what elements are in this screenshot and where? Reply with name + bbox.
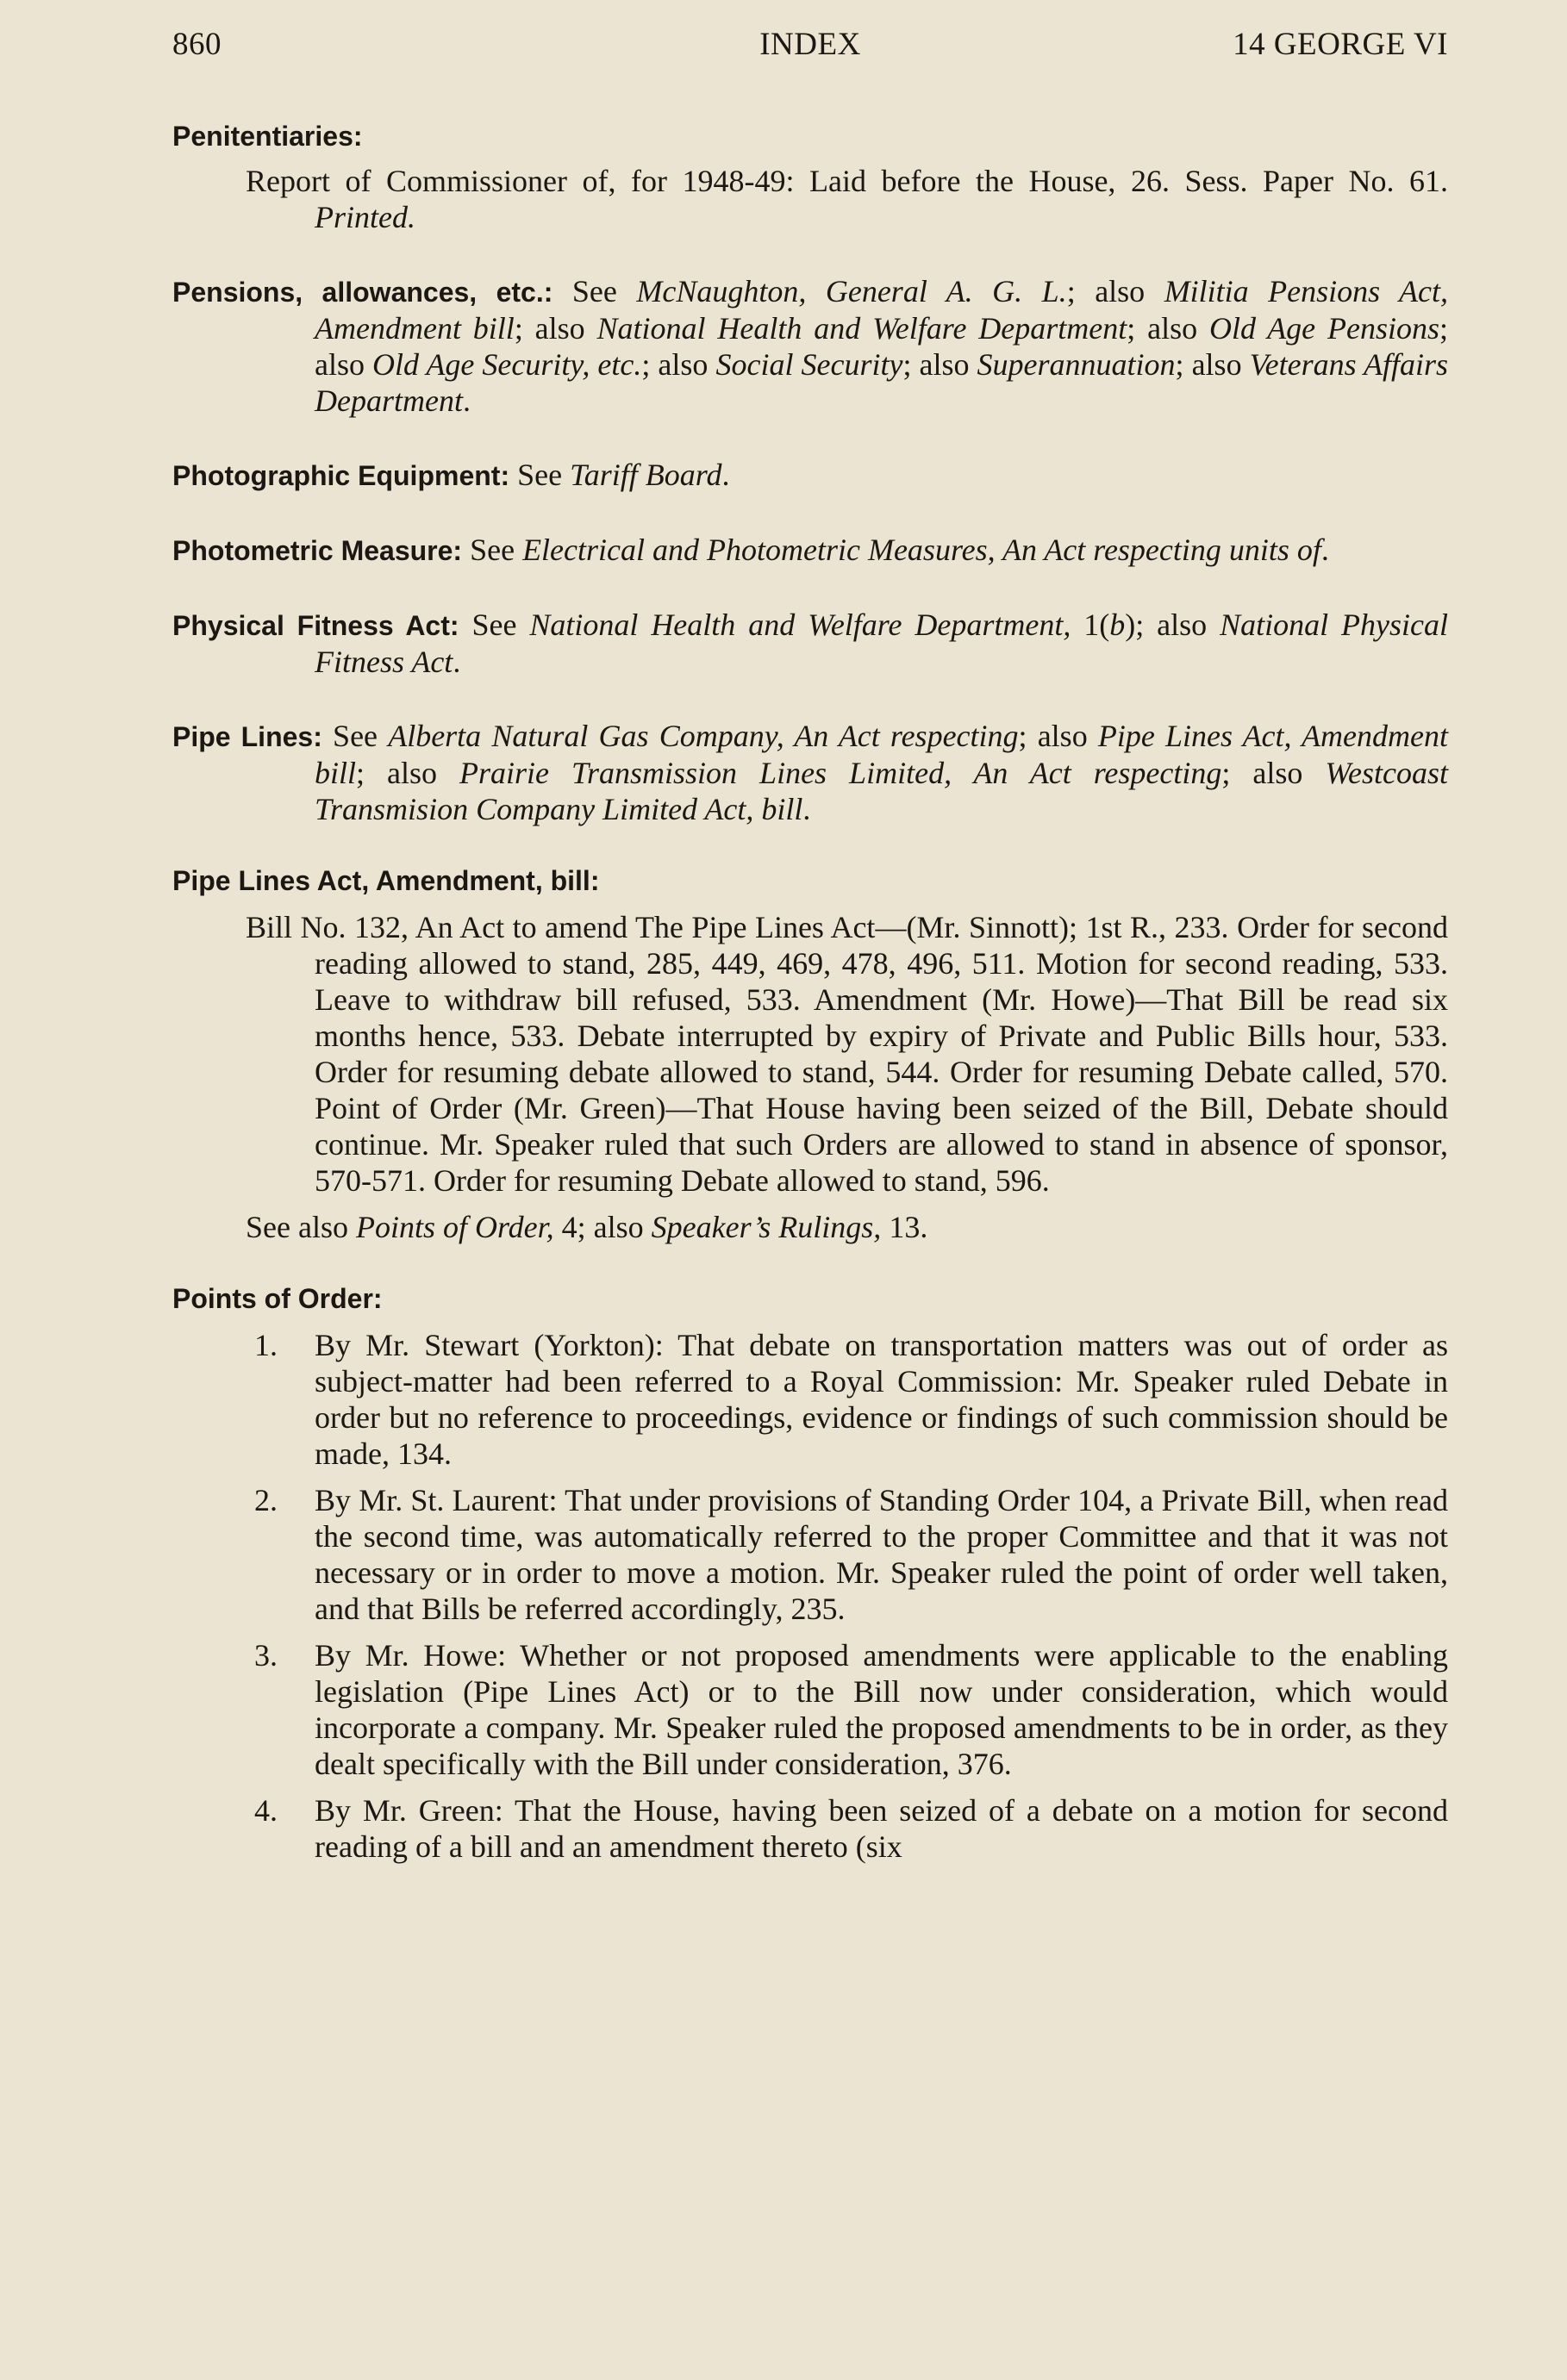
- entry-heading: Penitentiaries:: [172, 121, 363, 152]
- entry-text: Bill No. 132, An Act to amend The Pipe Lines Act—(Mr. Sinnott); 1st R., 233. Order for second reading allowed to stand, 285, 449, 469, 478, 496, 511. Motion for second reading, 533. Leave to withdraw bill refused, 533. Amendment (Mr. Howe)—That Bill be read six months hence, 533. Debate interrupted by expiry of Private and Public Bills hour, 533. Order for resuming debate allowed to stand, 544. Order for resuming Debate called, 570. Point of Order (Mr. Green)—That House having been seized of the Bill, Debate should continue. Mr. Speaker ruled that such Orders are allowed to stand in absence of sponsor, 570-571. Order for resuming Debate allowed to stand, 596.: [246, 910, 1448, 1198]
- list-item: 3. By Mr. Howe: Whether or not proposed amendments were applicable to the enabling legislation (Pipe Lines Act) or to the Bill now under consideration, which would incorporate a company. Mr. Speaker ruled the proposed amendments to be in order, as they dealt specifically with the Bill under consideration, 376.: [254, 1638, 1448, 1781]
- running-head: 14 GEORGE VI: [1233, 27, 1448, 62]
- entry-physical-fitness-act: Physical Fitness Act: See National Health and Welfare Department, 1(b); also National Physical Fitness Act.: [172, 607, 1448, 679]
- entry-heading: Points of Order:: [172, 1283, 383, 1314]
- entry-heading: Pipe Lines Act, Amendment, bill:: [172, 865, 600, 896]
- entry-pipe-lines: Pipe Lines: See Alberta Natural Gas Company, An Act respecting; also Pipe Lines Act, Amendment bill; also Prairie Transmission Lines Limited, An Act respecting; also Westcoast Transmision Company Limited Act, bill.: [172, 719, 1448, 826]
- see-also: See also Points of Order, 4; also Speaker’s Rulings, 13.: [246, 1210, 928, 1244]
- page-title: INDEX: [759, 27, 861, 62]
- entry-points-of-order: [172, 1283, 1448, 1865]
- entry-heading: Photometric Measure:: [172, 535, 463, 566]
- entry-heading: Photographic Equipment:: [172, 460, 510, 491]
- entry-heading: Pipe Lines:: [172, 721, 322, 752]
- entry-photometric-measure: Photometric Measure: See Electrical and Photometric Measures, An Act respecting units of.: [172, 533, 1329, 567]
- list-item: 2. By Mr. St. Laurent: That under provisions of Standing Order 104, a Private Bill, when read the second time, was automatically referred to the proper Committee and that it was not necessary or in order to move a motion. Mr. Speaker ruled the point of order well taken, and that Bills be referred accordingly, 235.: [254, 1483, 1448, 1626]
- page-header: [172, 26, 1448, 69]
- entry-pipe-lines-act: [172, 865, 1448, 1245]
- entry-heading: Physical Fitness Act:: [172, 610, 459, 641]
- page-number: 860: [172, 27, 222, 62]
- entry-penitentiaries: [172, 121, 1448, 235]
- list-item: 1. By Mr. Stewart (Yorkton): That debate on transportation matters was out of order as subject-matter had been referred to a Royal Commission: Mr. Speaker ruled Debate in order but no reference to proceedings, evidence or findings of such commission should be made, 134.: [254, 1328, 1448, 1471]
- list-item: 4. By Mr. Green: That the House, having been seized of a debate on a motion for second reading of a bill and an amendment thereto (six: [254, 1793, 1448, 1864]
- entry-text: Report of Commissioner of, for 1948-49: Laid before the House, 26. Sess. Paper No. 61. Printed.: [246, 164, 1448, 234]
- index-content: [172, 121, 1448, 1865]
- entry-heading: Pensions, allowances, etc.:: [172, 277, 553, 308]
- entry-pensions: Pensions, allowances, etc.: See McNaughton, General A. G. L.; also Militia Pensions Act, Amendment bill; also National Health and Welfare Department; also Old Age Pensions; also Old Age Security, etc.; also Social Security; also Superannuation; also Veterans Affairs Department.: [172, 274, 1449, 418]
- entry-photographic-equipment: Photographic Equipment: See Tariff Board.: [172, 458, 730, 492]
